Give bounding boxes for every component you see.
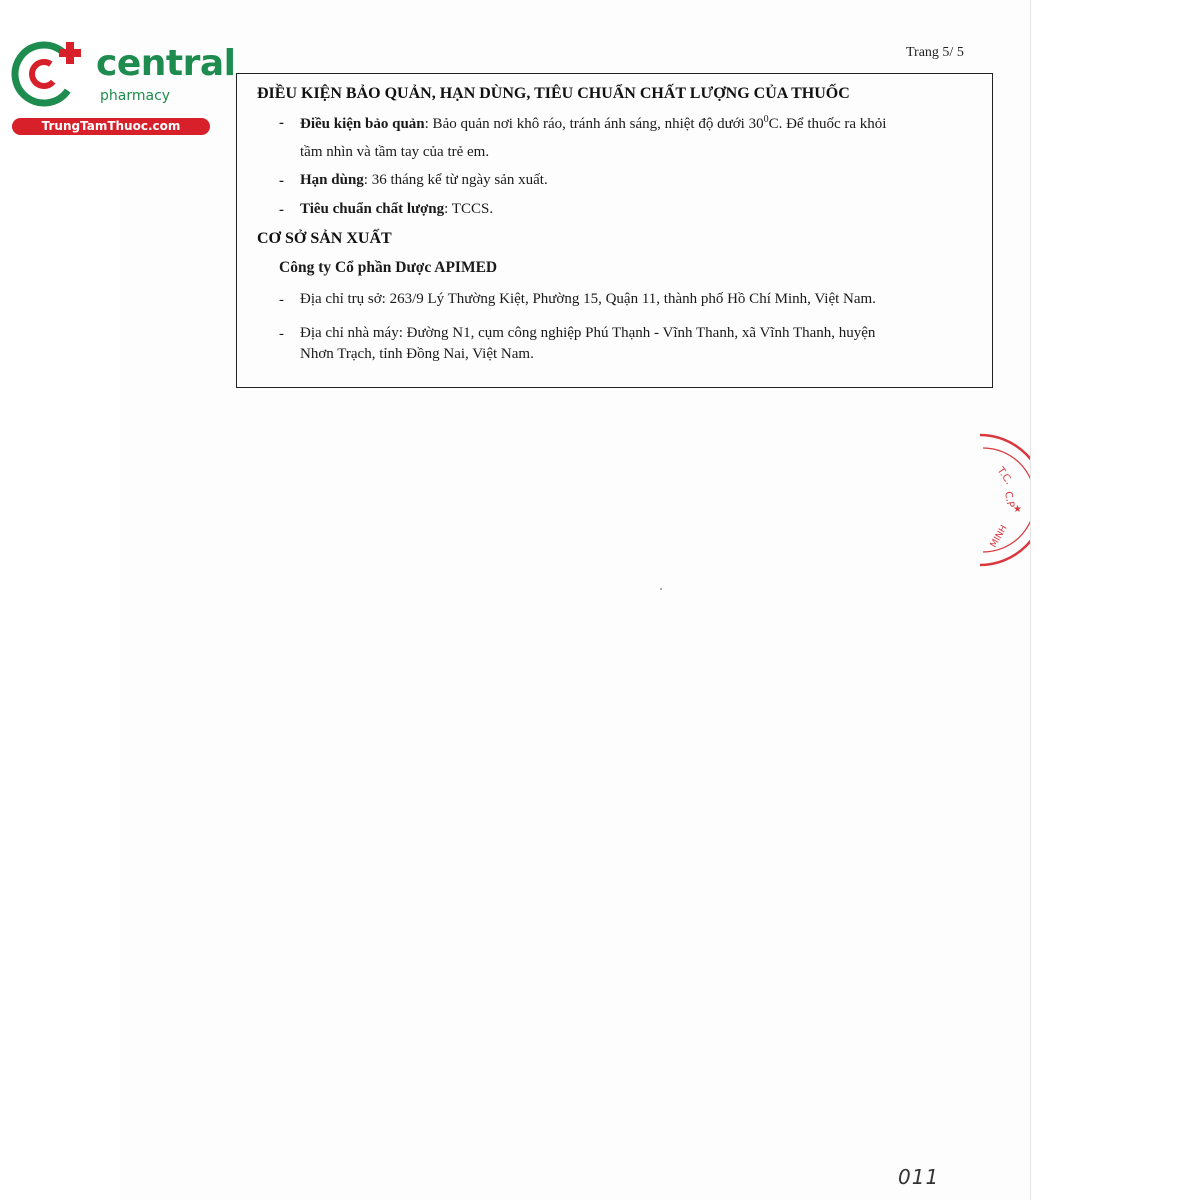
item-text-after: C. Để thuốc ra khỏi xyxy=(768,116,887,132)
svg-text:C.P: C.P xyxy=(1002,490,1016,509)
logo-website: TrungTamThuoc.com xyxy=(12,118,210,135)
storage-condition-line2: tầm nhìn và tầm tay của trẻ em. xyxy=(300,144,490,160)
page-number: Trang 5/ 5 xyxy=(906,45,964,60)
item-text: : Bảo quản nơi khô ráo, tránh ánh sáng, nhiệt độ dưới 30 xyxy=(424,116,764,132)
degree-sup: 0 xyxy=(763,114,769,125)
storage-condition-item xyxy=(300,114,973,133)
svg-text:★: ★ xyxy=(1013,504,1022,515)
item-label: Tiêu chuẩn chất lượng xyxy=(300,201,445,217)
speck xyxy=(660,588,662,590)
storage-heading: ĐIỀU KIỆN BẢO QUẢN, HẠN DÙNG, TIÊU CHUẨN CHẤT LƯỢNG CỦA THUỐC xyxy=(257,85,850,102)
svg-text:MINH: MINH xyxy=(988,523,1010,550)
factory-address: Địa chỉ nhà máy: Đường N1, cụm công nghiệp Phú Thạnh - Vĩnh Thanh, xã Vĩnh Thanh, huyện xyxy=(300,325,876,341)
svg-text:T.C.: T.C. xyxy=(994,465,1015,487)
quality-standard-item xyxy=(300,201,973,218)
bullet-dash: - xyxy=(279,173,284,189)
item-text: : 36 tháng kể từ ngày sản xuất. xyxy=(363,172,548,188)
head-office-address: Địa chỉ trụ sở: 263/9 Lý Thường Kiệt, Phường 15, Quận 11, thành phố Hồ Chí Minh, Việt Nam. xyxy=(300,291,876,307)
logo-name: central xyxy=(96,43,236,84)
bullet-dash: - xyxy=(279,115,284,131)
item-label: Hạn dùng xyxy=(300,172,364,188)
item-text: : TCCS. xyxy=(444,201,494,217)
company-name: Công ty Cổ phần Dược APIMED xyxy=(279,259,498,276)
factory-address-line2: Nhơn Trạch, tỉnh Đồng Nai, Việt Nam. xyxy=(300,346,534,362)
central-pharmacy-logo[interactable] xyxy=(10,38,236,138)
bullet-dash: - xyxy=(279,326,284,342)
shelf-life-item xyxy=(300,172,973,189)
bullet-dash: - xyxy=(279,292,284,308)
pharmacy-cross-icon xyxy=(10,38,92,110)
footer-page-number: 011 xyxy=(898,1165,940,1189)
company-stamp xyxy=(975,430,1030,570)
manufacturer-heading: CƠ SỞ SẢN XUẤT xyxy=(257,230,392,247)
bullet-dash: - xyxy=(279,202,284,218)
logo-subtitle: pharmacy xyxy=(100,88,171,104)
item-label: Điều kiện bảo quản xyxy=(300,116,425,132)
